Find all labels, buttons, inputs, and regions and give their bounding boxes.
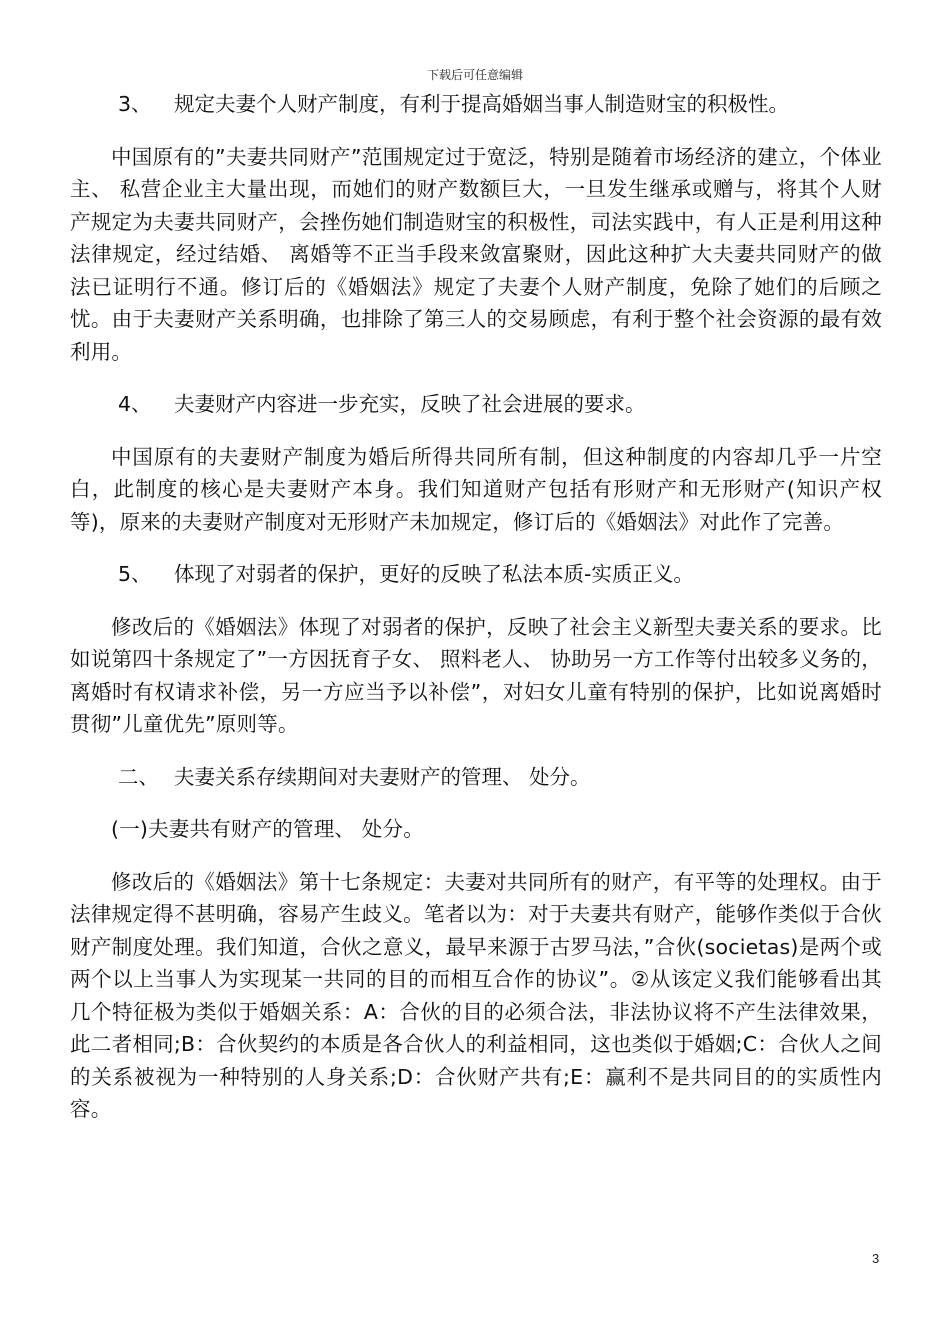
heading-number: 5、 bbox=[118, 562, 152, 586]
section-heading-2 bbox=[70, 761, 882, 794]
paragraph-2: 中国原有的夫妻财产制度为婚后所得共同所有制，但这种制度的内容却几乎一片空白，此制度的核心是夫妻财产本身。我们知道财产包括有形财产和无形财产(知识产权等)，原来的夫妻财产制度对无形财产未加规定，修订后的《婚姻法》对此作了完善。 bbox=[70, 444, 882, 534]
page-header: 下载后可任意编辑 bbox=[426, 68, 523, 82]
document-body bbox=[70, 88, 882, 1126]
paragraph-1: 中国原有的”夫妻共同财产”范围规定过于宽泛，特别是随着市场经济的建立，个体业主、 私营企业主大量出现，而她们的财产数额巨大，一旦发生继承或赠与，将其个人财产规定为夫妻共同财产，会挫伤她们制造财宝的积极性，司法实践中，有人正是利用这种法律规定，经过结婚、 离婚等不正当手段来敛富聚财，因此这种扩大夫妻共同财产的做法已证明行不通。修订后的《婚姻法》规定了夫妻个人财产制度，免除了她们的后顾之忧。由于夫妻财产关系明确，也排除了第三人的交易顾虑，有利于整个社会资源的最有效利用。 bbox=[70, 144, 882, 364]
heading-text: 夫妻财产内容进一步充实，反映了社会进展的要求。 bbox=[174, 392, 646, 416]
heading-text: 体现了对弱者的保护，更好的反映了私法本质-实质正义。 bbox=[174, 562, 694, 586]
subheading-1: (一)夫妻共有财产的管理、 处分。 bbox=[111, 817, 424, 841]
section-heading-5 bbox=[70, 558, 882, 591]
heading-text: 夫妻关系存续期间对夫妻财产的管理、 处分。 bbox=[174, 764, 591, 789]
heading-number: 4、 bbox=[118, 392, 152, 416]
section-heading-3 bbox=[70, 88, 882, 121]
heading-text: 规定夫妻个人财产制度，有利于提高婚姻当事人制造财宝的积极性。 bbox=[174, 92, 789, 116]
paragraph-3: 修改后的《婚姻法》体现了对弱者的保护，反映了社会主义新型夫妻关系的要求。比如说第四十条规定了”一方因抚育子女、 照料老人、 协助另一方工作等付出较多义务的，离婚时有权请求补偿，另一方应当予以补偿”，对妇女儿童有特别的保护，比如说离婚时贯彻”儿童优先”原则等。 bbox=[70, 614, 882, 736]
heading-number: 二、 bbox=[118, 764, 159, 789]
paragraph-4: 修改后的《婚姻法》第十七条规定：夫妻对共同所有的财产，有平等的处理权。由于法律规定得不甚明确，容易产生歧义。笔者以为：对于夫妻共有财产，能够作类似于合伙财产制度处理。我们知道，合伙之意义，最早来源于古罗马法，”合伙(societas)是两个或两个以上当事人为实现某一共同的目的而相互合作的协议”。②从该定义我们能够看出其几个特征极为类似于婚姻关系：A：合伙的目的必须合法，非法协议将不产生法律效果，此二者相同;B：合伙契约的本质是各合伙人的利益相同，这也类似于婚姻;C：合伙人之间的关系被视为一种特别的人身关系;D：合伙财产共有;E：赢利不是共同目的的实质性内容。 bbox=[70, 869, 882, 1121]
section-heading-4 bbox=[70, 388, 882, 421]
page-number: 3 bbox=[872, 1251, 880, 1266]
heading-number: 3、 bbox=[118, 92, 152, 116]
